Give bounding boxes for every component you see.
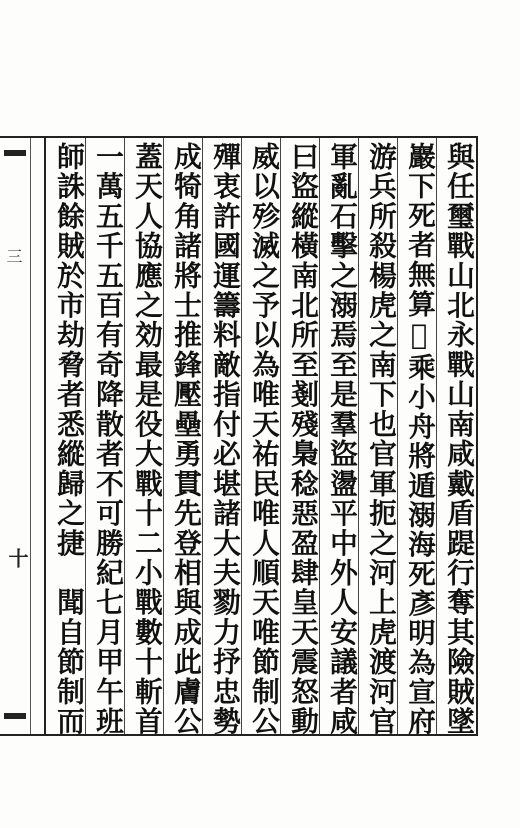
text-frame <box>44 136 478 736</box>
column-text: 殫衷許國運籌料敵指付必堪諸大夫勠力抒忠勢 <box>208 142 241 737</box>
column-text: 師誅餘賊於市劫脅者悉縱歸之捷 聞自節制而 <box>52 142 85 737</box>
text-column-7 <box>203 142 245 737</box>
text-column-8 <box>164 142 206 737</box>
page-fold-margin <box>0 136 44 736</box>
column-text: 威以殄滅之予以為唯天祐民唯人順天唯節制公 <box>247 142 280 737</box>
text-column-6 <box>242 142 284 737</box>
text-column-4 <box>320 142 362 737</box>
column-text: 與任璽戰山北永戰山南咸戴盾踶行奪其險賊墜 <box>442 142 475 737</box>
column-text: 巖下死者無算𥝠乘小舟將遁溺海死彥明為宣府 <box>403 142 435 737</box>
column-text: 成犄角諸將士推鋒壓壘勇貫先登相與成此膚公 <box>169 142 202 737</box>
text-column-10 <box>86 142 128 737</box>
fold-block-mark-bottom <box>4 713 26 719</box>
fold-rule <box>30 138 31 734</box>
column-text: 一萬五千五百有奇降散者不可勝紀七月甲午班 <box>91 142 124 737</box>
column-text: 蓋天人協應之効最是役大戰十二小戰數十斬首 <box>130 142 163 737</box>
text-column-3 <box>359 142 401 737</box>
fold-block-mark <box>4 150 26 156</box>
text-column-11 <box>47 142 89 737</box>
text-column-2 <box>398 142 440 737</box>
fold-page-number: 十 <box>5 548 29 568</box>
fold-volume-label: 三 <box>4 248 23 264</box>
column-text: 曰盜縱橫南北所至剗殘梟稔惡盈肆皇天震怒動 <box>286 142 319 737</box>
text-column-5 <box>281 142 323 737</box>
text-column-1 <box>437 142 479 737</box>
column-text: 游兵所殺楊虎之南下也官軍扼之河上虎渡河官 <box>364 142 397 737</box>
text-column-9 <box>125 142 167 737</box>
column-text: 軍亂石擊之溺焉至是羣盜盪平中外人安議者咸 <box>325 142 358 737</box>
